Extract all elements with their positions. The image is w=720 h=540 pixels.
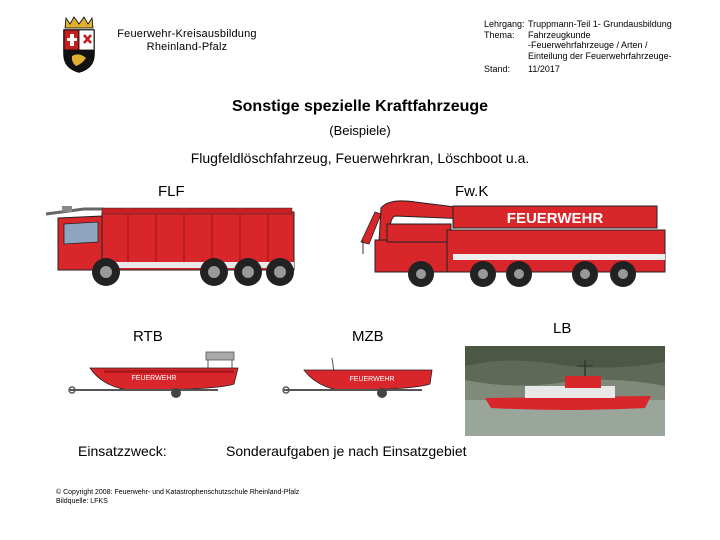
- label-lb: LB: [553, 320, 572, 337]
- meta-row: [484, 30, 678, 41]
- meta-value: Fahrzeugkunde: [528, 29, 591, 40]
- fwk-crane-image: [355, 190, 675, 296]
- rtb-text: FEUERWEHR: [131, 375, 177, 382]
- meta-row: [484, 51, 678, 62]
- examples-list: Flugfeldlöschfahrzeug, Feuerwehrkran, Löschboot u.a.: [190, 150, 530, 166]
- meta-row: [484, 64, 678, 75]
- rtb-boat-image: [68, 350, 246, 400]
- fwk-text: FEUERWEHR: [506, 210, 604, 227]
- purpose-label: Einsatzzweck:: [78, 443, 167, 459]
- flf-vehicle-image: [44, 200, 300, 294]
- state-crest-logo: [56, 14, 102, 74]
- slide-subtitle: (Beispiele): [329, 123, 391, 138]
- meta-key: Lehrgang:: [484, 19, 525, 29]
- org-line-1: Feuerwehr-Kreisausbildung: [117, 28, 257, 40]
- meta-value: Truppmann-Teil 1- Grundausbildung: [528, 19, 672, 29]
- meta-value: -Feuerwehrfahrzeuge / Arten /: [528, 40, 648, 50]
- meta-key: [484, 51, 528, 62]
- mzb-boat-image: [282, 350, 442, 400]
- meta-row: [484, 19, 678, 30]
- org-line-2: Rheinland-Pfalz: [146, 41, 228, 53]
- meta-key: Stand:: [484, 64, 511, 74]
- course-meta: [484, 19, 678, 75]
- purpose-text: Sonderaufgaben je nach Einsatzgebiet: [226, 443, 467, 459]
- label-rtb: RTB: [133, 328, 163, 345]
- meta-value: 11/2017: [528, 64, 560, 74]
- meta-value: Einteilung der Feuerwehrfahrzeuge-: [528, 50, 672, 61]
- image-source-line: Bildquelle: LFKS: [56, 498, 108, 505]
- label-mzb: MZB: [352, 328, 384, 345]
- label-flf: FLF: [158, 183, 185, 200]
- slide-title: Sonstige spezielle Kraftfahrzeuge: [231, 98, 489, 115]
- label-fwk: Fw.K: [455, 183, 489, 200]
- meta-key: Thema:: [484, 29, 515, 40]
- mzb-text: FEUERWEHR: [349, 376, 395, 383]
- meta-row: [484, 40, 678, 51]
- copyright-line: © Copyright 2008: Feuerwehr- und Katastrophenschutzschule Rheinland-Pfalz: [56, 489, 300, 496]
- organization-name: [112, 28, 262, 54]
- meta-key: [484, 40, 528, 51]
- lb-fireboat-photo: [465, 346, 665, 436]
- footer: [56, 488, 299, 506]
